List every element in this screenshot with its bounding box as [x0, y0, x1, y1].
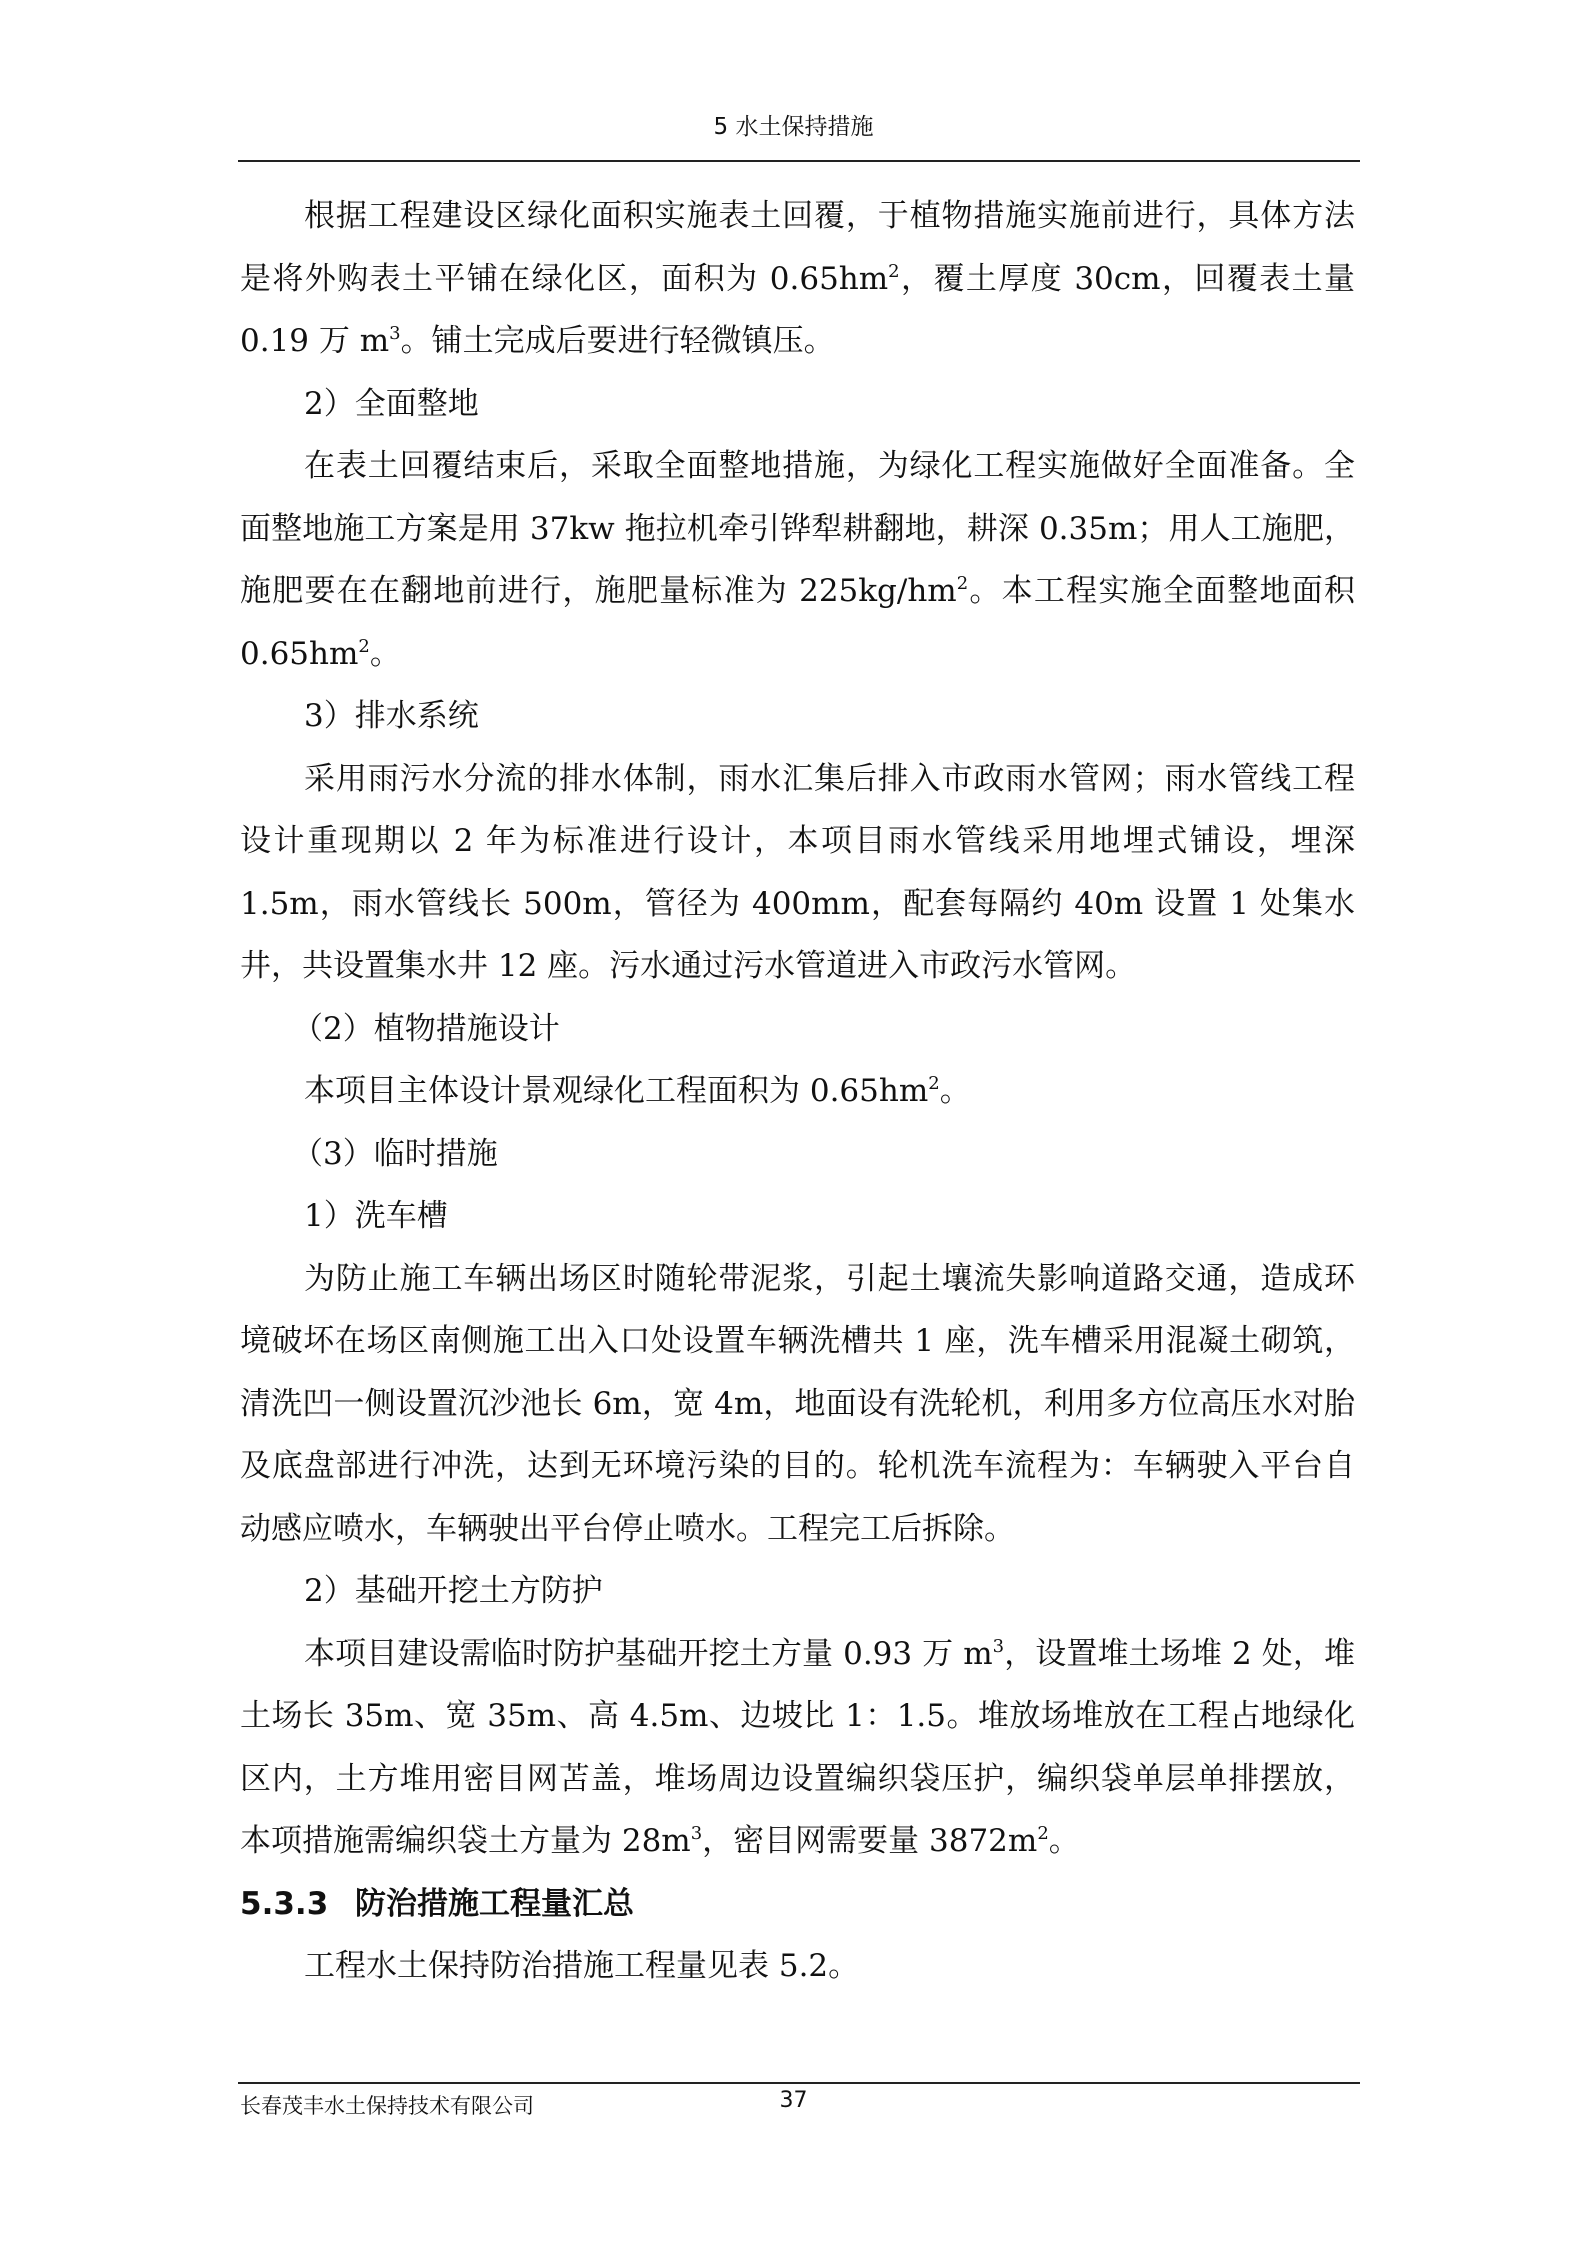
text-run: 。	[369, 635, 401, 672]
body-paragraph	[240, 185, 1355, 373]
body-paragraph	[240, 1623, 1355, 1873]
footer-company: 长春茂丰水土保持技术有限公司	[240, 2094, 534, 2118]
text-run: （3）临时措施	[292, 1135, 498, 1172]
text-run: 2）基础开挖土方防护	[304, 1573, 603, 1609]
text-run: 。	[1048, 1823, 1080, 1859]
superscript: 2	[1037, 1823, 1049, 1844]
text-run: 本项目主体设计景观绿化工程面积为 0.65hm	[304, 1073, 929, 1109]
text-run: 。	[939, 1073, 971, 1109]
closing-paragraph: 工程水土保持防治措施工程量见表 5.2。	[304, 1948, 860, 1984]
text-run: ，覆土厚度 30cm，回覆表土量 0.19 万 m	[240, 260, 1355, 359]
superscript: 2	[358, 635, 370, 657]
body-paragraph	[240, 435, 1355, 685]
superscript: 3	[992, 1635, 1005, 1657]
body-paragraph	[240, 1248, 1355, 1561]
page-header-title: 5 水土保持措施	[713, 114, 874, 140]
superscript: 2	[956, 573, 969, 594]
page-number: 37	[779, 2088, 808, 2113]
superscript: 2	[928, 1073, 940, 1094]
text-run: ，密目网需要量 3872m	[702, 1823, 1038, 1859]
subheading	[240, 1560, 1355, 1623]
text-run: 1）洗车槽	[304, 1198, 448, 1234]
text-run: 3）排水系统	[304, 698, 479, 734]
subheading	[240, 1123, 1355, 1186]
text-run: 根据工程建设区绿化面积实施表土回覆，于植物措施实施前进行，具体方法是将外购表土平铺在绿化区，面积为 0.65hm	[240, 198, 1355, 297]
text-run: ，设置堆土场堆 2 处，堆土场长 35m、宽 35m、高 4.5m、边坡比 1：1.5。堆放场堆放在工程占地绿化区内，土方堆用密目网苫盖，堆场周边设置编织袋压护，编织袋单层单排摆放，本项措施需编织袋土方量为 28m	[240, 1635, 1355, 1859]
subheading	[240, 1185, 1355, 1248]
text-run: 。铺土完成后要进行轻微镇压。	[400, 323, 835, 359]
header-divider	[238, 160, 1360, 162]
text-run: 2）全面整地	[304, 385, 479, 422]
text-run: （2）植物措施设计	[292, 1010, 560, 1047]
subheading	[240, 685, 1355, 748]
body-paragraph	[240, 1060, 1355, 1123]
text-run: 。本工程实施全面整地面积 0.65hm	[240, 573, 1355, 672]
superscript: 3	[690, 1823, 703, 1844]
superscript: 2	[888, 260, 900, 282]
text-run: 本项目建设需临时防护基础开挖土方量 0.93 万 m	[304, 1635, 993, 1672]
body-paragraph	[240, 748, 1355, 998]
document-body	[240, 185, 1355, 1998]
section-heading	[240, 1873, 1355, 1936]
text-run: 在表土回覆结束后，采取全面整地措施，为绿化工程实施做好全面准备。全面整地施工方案是用 37kw 拖拉机牵引铧犁耕翻地，耕深 0.35m；用人工施肥，施肥要在在翻地前进行，施肥量标准为 225kg/hm	[240, 448, 1355, 609]
text-run: 为防止施工车辆出场区时随轮带泥浆，引起土壤流失影响道路交通，造成环境破坏在场区南侧施工出入口处设置车辆洗槽共 1 座，洗车槽采用混凝土砌筑，清洗凹一侧设置沉沙池长 6m，宽 4m，地面设有洗轮机，利用多方位高压水对胎及底盘部进行冲洗，达到无环境污染的目的。轮机洗车流程为：车辆驶入平台自动感应喷水，车辆驶出平台停止喷水。工程完工后拆除。	[240, 1260, 1355, 1547]
text-run: 采用雨污水分流的排水体制，雨水汇集后排入市政雨水管网；雨水管线工程设计重现期以 2 年为标准进行设计，本项目雨水管线采用地埋式铺设，埋深 1.5m，雨水管线长 500m，管径为 400mm，配套每隔约 40m 设置 1 处集水井，共设置集水井 12 座。污水通过污水管道进入市政污水管网。	[240, 760, 1355, 984]
superscript: 3	[389, 323, 401, 344]
section-title: 防治措施工程量汇总	[355, 1885, 634, 1922]
subheading	[240, 373, 1355, 436]
subheading	[240, 998, 1355, 1061]
footer-divider	[238, 2082, 1360, 2084]
paragraph-block	[240, 185, 1355, 1873]
section-number: 5.3.3	[240, 1885, 329, 1922]
